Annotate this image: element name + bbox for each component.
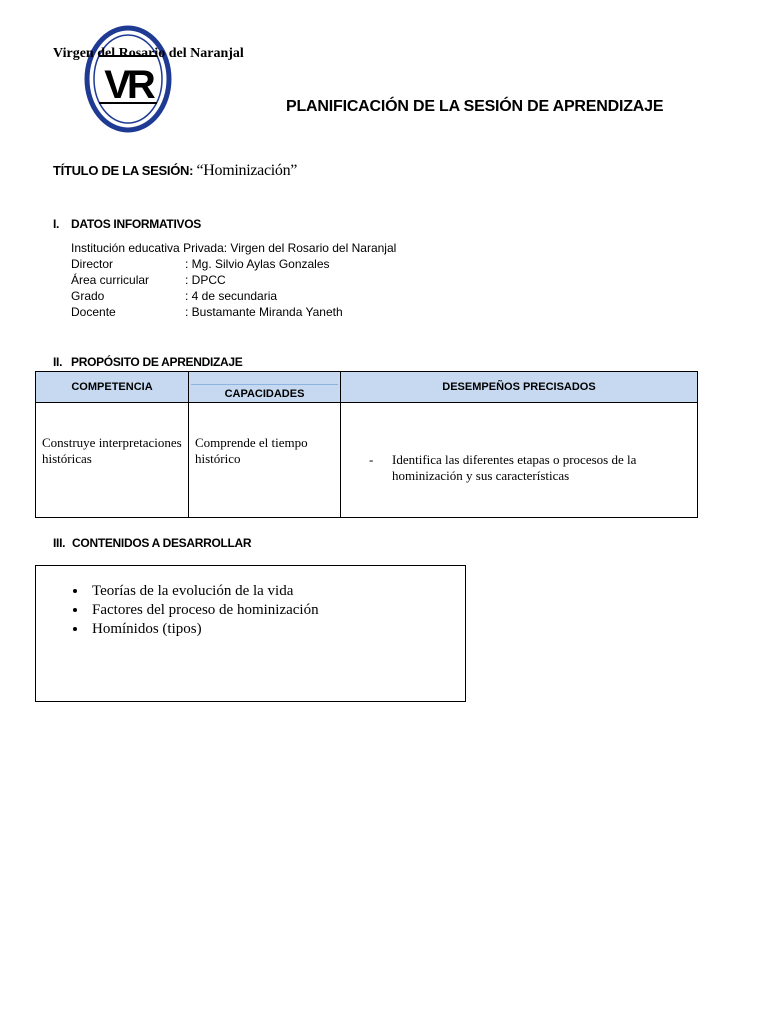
capacidad-text: Comprende el tiempo histórico [195, 435, 308, 466]
info-label: Director [71, 257, 114, 271]
table-row [36, 403, 698, 518]
learning-purpose-table [35, 371, 698, 518]
school-logo [83, 24, 173, 134]
section-title: DATOS INFORMATIVOS [71, 217, 201, 231]
logo-monogram: VR [104, 63, 152, 107]
list-item: • Factores del proceso de hominización [88, 601, 465, 620]
session-title [53, 162, 297, 180]
dash-marker: - [369, 452, 374, 467]
info-label: Área curricular [71, 273, 150, 287]
institution-line: Institución educativa Privada: Virgen del Rosario del Naranjal [71, 241, 397, 255]
section-number: II. [53, 355, 63, 369]
session-title-value: “Hominización” [196, 162, 298, 179]
competencia-text: Construye interpretaciones históricas [42, 435, 182, 466]
section-heading-datos [53, 217, 201, 231]
contents-list [36, 582, 465, 639]
column-header-label: CAPACIDADES [224, 388, 305, 400]
section-title: PROPÓSITO DE APRENDIZAJE [71, 355, 243, 369]
info-label: Grado [71, 289, 105, 303]
list-item: • Homínidos (tipos) [88, 620, 465, 639]
section-number: III. [53, 536, 66, 550]
info-row [71, 256, 396, 272]
section-heading-proposito [53, 355, 243, 369]
table-header-row [36, 372, 698, 403]
datos-informativos [71, 240, 396, 320]
section-title: CONTENIDOS A DESARROLLAR [72, 536, 252, 550]
column-header-competencia: COMPETENCIA [36, 372, 189, 403]
column-header-capacidades [189, 372, 341, 403]
competencia-cell [36, 403, 189, 518]
section-number: I. [53, 217, 60, 231]
info-value: : Bustamante Miranda Yaneth [185, 305, 343, 319]
desempeno-cell [341, 403, 698, 518]
header-divider [191, 384, 338, 385]
info-label: Docente [71, 305, 116, 319]
desempeno-item [341, 403, 697, 484]
column-header-desempenos: DESEMPEÑOS PRECISADOS [341, 372, 698, 403]
contents-box [35, 565, 466, 702]
desempeno-text: Identifica las diferentes etapas o procesos de la hominización y sus características [392, 452, 637, 483]
info-row [71, 288, 396, 304]
capacidad-cell [189, 403, 341, 518]
info-value: : Mg. Silvio Aylas Gonzales [185, 257, 330, 271]
info-value: : 4 de secundaria [185, 289, 278, 303]
info-row [71, 304, 396, 320]
list-item: • Teorías de la evolución de la vida [88, 582, 465, 601]
school-name: Virgen del Rosario del Naranjal [53, 46, 244, 61]
session-title-label: TÍTULO DE LA SESIÓN: [53, 163, 194, 178]
section-heading-contenidos [53, 536, 251, 550]
info-row [71, 272, 396, 288]
info-value: : DPCC [185, 273, 226, 287]
page-title: PLANIFICACIÓN DE LA SESIÓN DE APRENDIZAJE [286, 98, 664, 115]
